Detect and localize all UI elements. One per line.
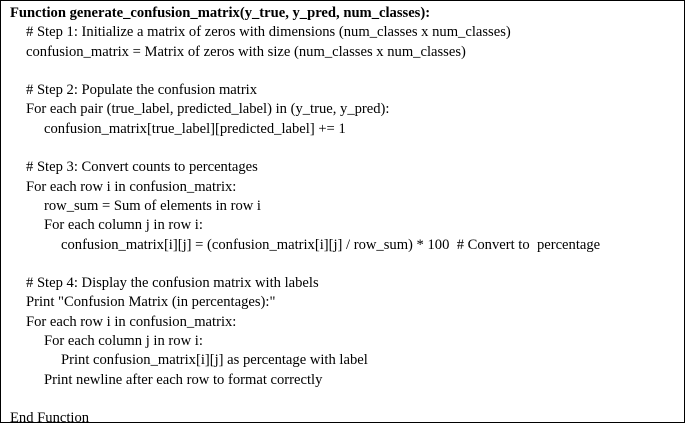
step3-row-loop: For each row i in confusion_matrix:	[26, 178, 237, 195]
function-header: Function generate_confusion_matrix(y_true, y_pred, num_classes):	[10, 5, 431, 21]
blank-line	[10, 62, 684, 81]
step3-convert: confusion_matrix[i][j] = (confusion_matrix[i][j] / row_sum) * 100 # Convert to percentage	[61, 236, 601, 253]
step1-comment: # Step 1: Initialize a matrix of zeros with dimensions (num_classes x num_classes)	[26, 24, 511, 41]
step4-print-title: Print "Confusion Matrix (in percentages):"	[26, 294, 276, 311]
blank-line	[10, 139, 684, 158]
step4-print-cell: Print confusion_matrix[i][j] as percentage with label	[61, 352, 368, 369]
step3-row-sum: row_sum = Sum of elements in row i	[44, 197, 261, 214]
step4-row-loop: For each row i in confusion_matrix:	[26, 313, 237, 330]
step3-column-loop: For each column j in row i:	[44, 217, 203, 234]
step1-assignment: confusion_matrix = Matrix of zeros with size (num_classes x num_classes)	[26, 43, 466, 60]
blank-line	[10, 390, 684, 409]
step4-column-loop: For each column j in row i:	[44, 333, 203, 350]
step4-comment: # Step 4: Display the confusion matrix with labels	[26, 275, 319, 292]
step4-newline: Print newline after each row to format correctly	[44, 371, 323, 388]
step2-loop: For each pair (true_label, predicted_label) in (y_true, y_pred):	[26, 101, 390, 118]
blank-line	[10, 255, 684, 274]
function-footer: End Function	[10, 410, 90, 427]
step2-increment: confusion_matrix[true_label][predicted_label] += 1	[44, 120, 346, 137]
step2-comment: # Step 2: Populate the confusion matrix	[26, 82, 258, 99]
pseudocode-block	[10, 4, 684, 429]
step3-comment: # Step 3: Convert counts to percentages	[26, 159, 258, 176]
